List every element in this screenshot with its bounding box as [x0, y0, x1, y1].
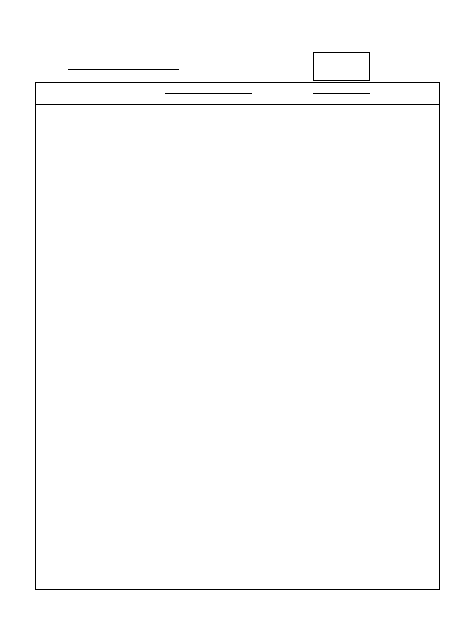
table-outline: [36, 83, 440, 590]
